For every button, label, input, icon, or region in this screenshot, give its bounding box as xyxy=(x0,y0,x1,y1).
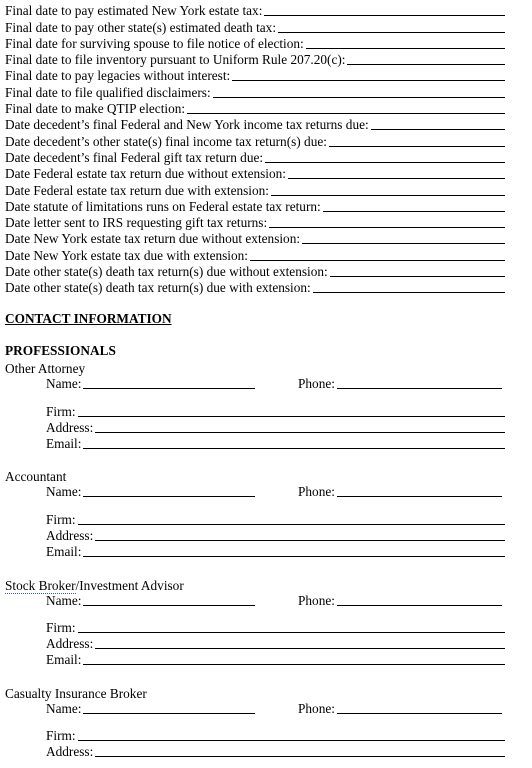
date-blank-line[interactable] xyxy=(329,145,505,147)
date-blank-line[interactable] xyxy=(306,47,505,49)
phone-label: Phone: xyxy=(298,484,335,499)
date-field-label: Final date to make QTIP election: xyxy=(5,101,186,117)
date-blank-line[interactable] xyxy=(232,79,505,81)
name-label: Name: xyxy=(46,701,82,716)
date-field-label: Date letter sent to IRS requesting gift tax returns: xyxy=(5,215,268,231)
date-field-row xyxy=(5,100,505,116)
date-field-label: Date other state(s) death tax return(s) due without extension: xyxy=(5,264,328,280)
date-blank-line[interactable] xyxy=(278,31,505,33)
phone-blank-line[interactable] xyxy=(337,604,502,606)
address-label: Address: xyxy=(46,420,94,435)
name-blank-line[interactable] xyxy=(83,495,255,497)
date-field-row xyxy=(5,132,505,148)
date-field-label: Final date to pay estimated New York estate tax: xyxy=(5,3,263,19)
firm-field-row xyxy=(46,727,505,743)
date-blank-line[interactable] xyxy=(330,275,505,277)
group-title: Other Attorney xyxy=(5,361,86,376)
firm-label: Firm: xyxy=(46,404,76,419)
contact-information-heading: CONTACT INFORMATION xyxy=(5,311,172,326)
firm-blank-line[interactable] xyxy=(78,523,505,525)
date-blank-line[interactable] xyxy=(347,63,505,65)
address-blank-line[interactable] xyxy=(95,431,505,433)
phone-blank-line[interactable] xyxy=(337,495,502,497)
date-field-row xyxy=(5,230,505,246)
group-title-underlined-part: Stock Broker xyxy=(5,578,76,593)
date-field-row xyxy=(5,246,505,262)
phone-label: Phone: xyxy=(298,376,335,391)
date-field-row xyxy=(5,263,505,279)
date-field-row xyxy=(5,2,505,18)
address-label: Address: xyxy=(46,744,94,759)
date-field-label: Date New York estate tax return due without extension: xyxy=(5,231,301,247)
date-field-label: Date decedent’s final Federal and New York income tax returns due: xyxy=(5,117,369,133)
group-title xyxy=(5,578,184,593)
date-field-label: Date other state(s) death tax return(s) due with extension: xyxy=(5,280,311,296)
date-blank-line[interactable] xyxy=(371,128,505,130)
date-blank-line[interactable] xyxy=(213,96,505,98)
date-field-label: Final date to file inventory pursuant to Uniform Rule 207.20(c): xyxy=(5,52,346,68)
date-field-row xyxy=(5,18,505,34)
key-dates-list xyxy=(5,2,505,295)
name-field-row xyxy=(46,375,255,391)
address-field-row xyxy=(46,527,505,543)
date-field-row xyxy=(5,149,505,165)
group-title: Accountant xyxy=(5,469,67,484)
group-title-rest: /Investment Advisor xyxy=(75,578,184,593)
address-blank-line[interactable] xyxy=(95,539,505,541)
date-blank-line[interactable] xyxy=(250,259,505,261)
address-label: Address: xyxy=(46,636,94,651)
date-field-row xyxy=(5,116,505,132)
name-blank-line[interactable] xyxy=(83,604,255,606)
address-blank-line[interactable] xyxy=(95,755,505,757)
name-blank-line[interactable] xyxy=(83,387,255,389)
professionals-heading: PROFESSIONALS xyxy=(5,343,116,358)
group-title: Casualty Insurance Broker xyxy=(5,686,147,701)
phone-field-row xyxy=(298,483,502,499)
date-blank-line[interactable] xyxy=(264,14,505,16)
address-blank-line[interactable] xyxy=(95,647,505,649)
name-blank-line[interactable] xyxy=(83,712,255,714)
firm-field-row xyxy=(46,619,505,635)
date-field-label: Date statute of limitations runs on Federal estate tax return: xyxy=(5,198,321,214)
date-field-row xyxy=(5,214,505,230)
date-blank-line[interactable] xyxy=(269,226,505,228)
date-field-row xyxy=(5,165,505,181)
date-field-label: Final date for surviving spouse to file notice of election: xyxy=(5,35,304,51)
phone-field-row xyxy=(298,592,502,608)
firm-blank-line[interactable] xyxy=(78,631,505,633)
firm-field-row xyxy=(46,403,505,419)
email-blank-line[interactable] xyxy=(83,555,505,557)
email-label: Email: xyxy=(46,544,82,559)
address-field-row xyxy=(46,635,505,651)
firm-field-row xyxy=(46,511,505,527)
phone-field-row xyxy=(298,375,502,391)
firm-label: Firm: xyxy=(46,512,76,527)
date-field-row xyxy=(5,198,505,214)
date-field-label: Date decedent’s final Federal gift tax return due: xyxy=(5,149,264,165)
firm-label: Firm: xyxy=(46,728,76,743)
date-field-label: Date New York estate tax due with extension: xyxy=(5,247,248,263)
name-label: Name: xyxy=(46,484,82,499)
firm-label: Firm: xyxy=(46,620,76,635)
date-blank-line[interactable] xyxy=(187,112,505,114)
name-field-row xyxy=(46,592,255,608)
date-field-label: Date Federal estate tax return due with extension: xyxy=(5,182,269,198)
name-label: Name: xyxy=(46,376,82,391)
name-field-row xyxy=(46,700,255,716)
address-field-row xyxy=(46,743,505,759)
email-blank-line[interactable] xyxy=(83,447,505,449)
email-field-row xyxy=(46,651,505,667)
date-blank-line[interactable] xyxy=(302,242,505,244)
email-blank-line[interactable] xyxy=(83,663,505,665)
firm-blank-line[interactable] xyxy=(78,415,505,417)
phone-label: Phone: xyxy=(298,701,335,716)
date-blank-line[interactable] xyxy=(313,291,505,293)
address-label: Address: xyxy=(46,528,94,543)
email-field-row xyxy=(46,543,505,559)
email-label: Email: xyxy=(46,436,82,451)
firm-blank-line[interactable] xyxy=(78,739,505,741)
date-field-label: Final date to pay legacies without interest: xyxy=(5,68,231,84)
date-field-row xyxy=(5,279,505,295)
phone-label: Phone: xyxy=(298,593,335,608)
address-field-row xyxy=(46,419,505,435)
phone-blank-line[interactable] xyxy=(337,387,502,389)
phone-field-row xyxy=(298,700,502,716)
email-label: Email: xyxy=(46,652,82,667)
date-field-label: Date decedent’s other state(s) final income tax return(s) due: xyxy=(5,133,327,149)
date-field-row xyxy=(5,83,505,99)
date-blank-line[interactable] xyxy=(271,194,505,196)
date-field-label: Final date to file qualified disclaimers: xyxy=(5,84,211,100)
date-field-row xyxy=(5,181,505,197)
date-field-row xyxy=(5,35,505,51)
date-blank-line[interactable] xyxy=(323,210,505,212)
date-field-row xyxy=(5,51,505,67)
phone-blank-line[interactable] xyxy=(337,712,502,714)
date-field-label: Date Federal estate tax return due without extension: xyxy=(5,166,286,182)
name-field-row xyxy=(46,483,255,499)
name-label: Name: xyxy=(46,593,82,608)
date-field-label: Final date to pay other state(s) estimated death tax: xyxy=(5,19,277,35)
date-field-row xyxy=(5,67,505,83)
date-blank-line[interactable] xyxy=(265,161,505,163)
date-blank-line[interactable] xyxy=(288,177,505,179)
email-field-row xyxy=(46,435,505,451)
